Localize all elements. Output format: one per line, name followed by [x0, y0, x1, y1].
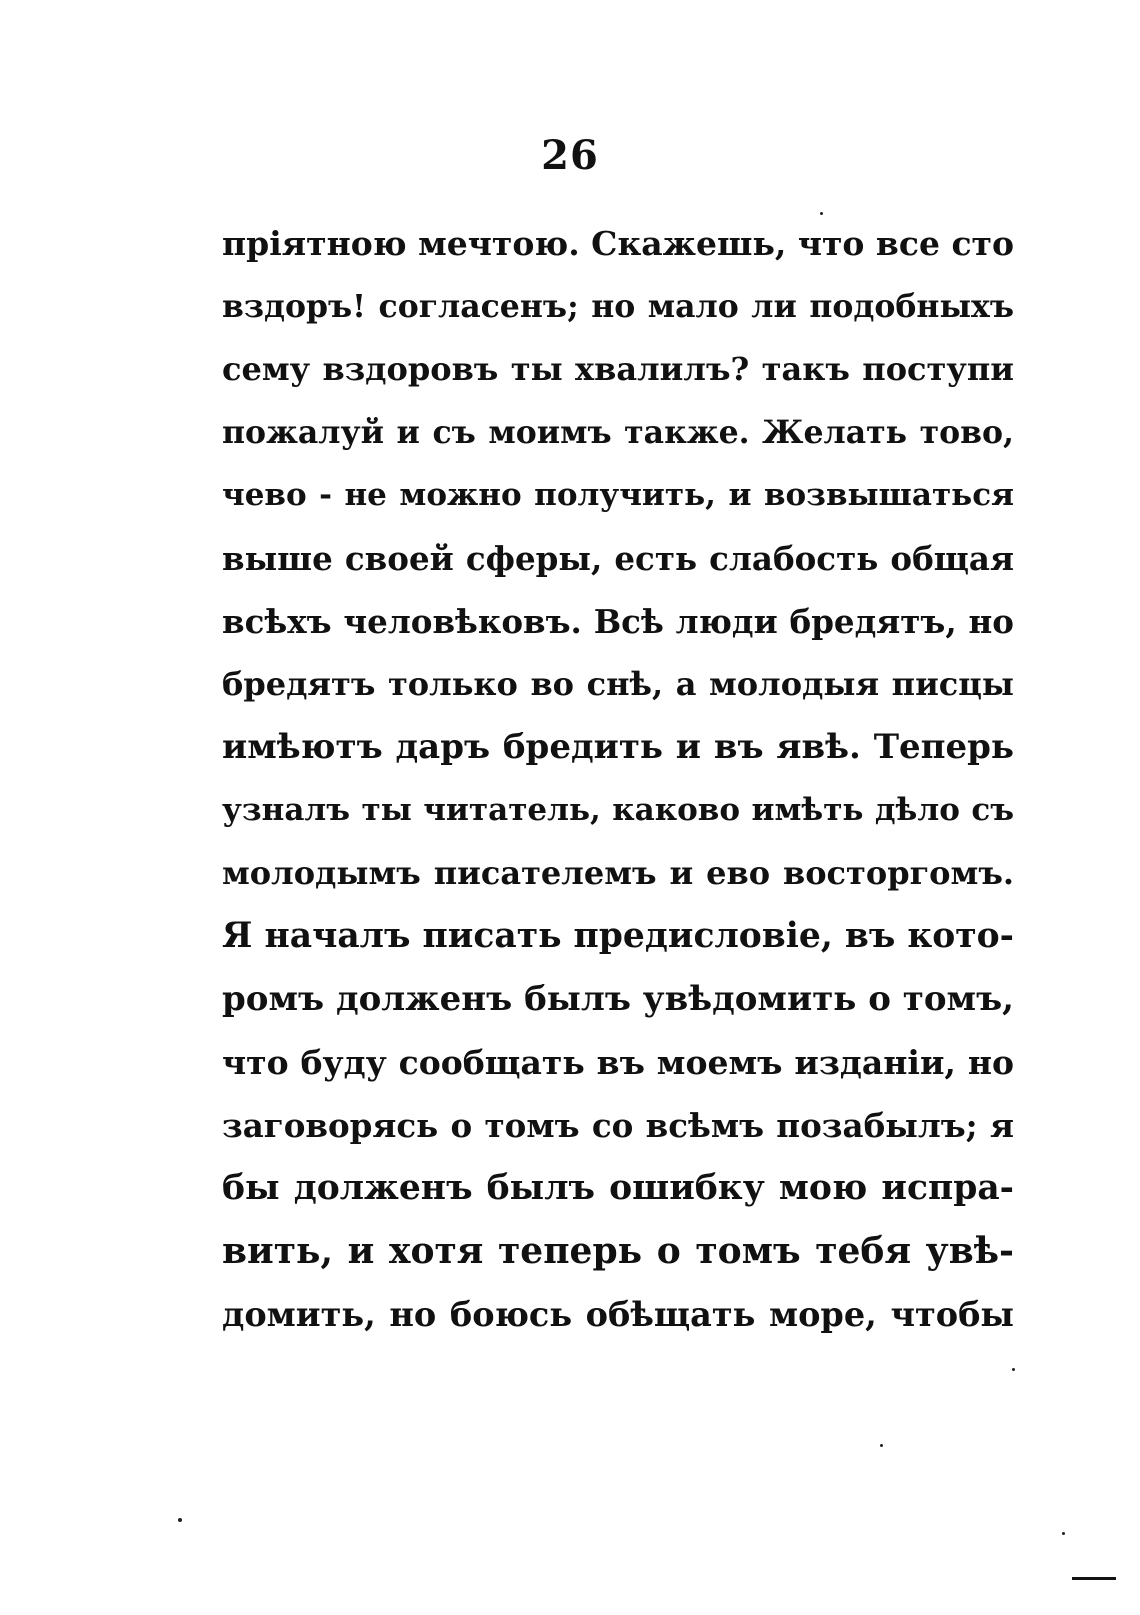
text-line: домить, но боюсь обѣщать море, чтобы	[222, 1295, 1014, 1334]
text-line: узналъ ты читатель, каково имѣть дѣло съ	[222, 792, 1014, 828]
text-line: молодымъ писателемъ и ево восторгомъ.	[222, 854, 1014, 892]
page-number: 26	[541, 132, 599, 179]
text-line: пожалуй и съ моимъ также. Желать тово,	[222, 414, 1014, 451]
scan-speck	[1012, 1368, 1015, 1371]
text-line: что буду сообщать въ моемъ изданіи, но	[222, 1043, 1014, 1082]
text-line: заговорясь о томъ со всѣмъ позабылъ; я	[222, 1106, 1014, 1145]
body-text	[222, 212, 1014, 1346]
text-line: вить, и хотя теперь о томъ тебя увѣ-	[222, 1230, 1014, 1272]
text-line: чево - не можно получить, и возвышаться	[222, 477, 1014, 513]
text-line: ромъ долженъ былъ увѣдомить о томъ,	[222, 979, 1014, 1019]
scan-speck	[178, 1518, 182, 1522]
scan-speck	[880, 1444, 883, 1447]
text-line: пріятною мечтою. Скажешь, что все сто	[222, 224, 1014, 263]
text-line: сему вздоровъ ты хвалилъ? такъ поступи	[222, 350, 1014, 388]
scan-edge-mark	[1072, 1577, 1116, 1580]
text-line: Я началъ писать предисловіе, въ кото-	[222, 916, 1014, 956]
scan-speck	[820, 212, 823, 215]
text-line: бы долженъ былъ ошибку мою испра-	[222, 1168, 1014, 1208]
text-line: имѣютъ даръ бредить и въ явѣ. Теперь	[222, 727, 1014, 767]
scan-speck	[1062, 1532, 1065, 1535]
text-line: выше своей сферы, есть слабость общая	[222, 539, 1014, 578]
text-line: вздоръ! согласенъ; но мало ли подобныхъ	[222, 288, 1014, 325]
text-line: бредятъ только во снѣ, а молодыя писцы	[222, 665, 1014, 703]
text-line: всѣхъ человѣковъ. Всѣ люди бредятъ, но	[222, 602, 1014, 641]
